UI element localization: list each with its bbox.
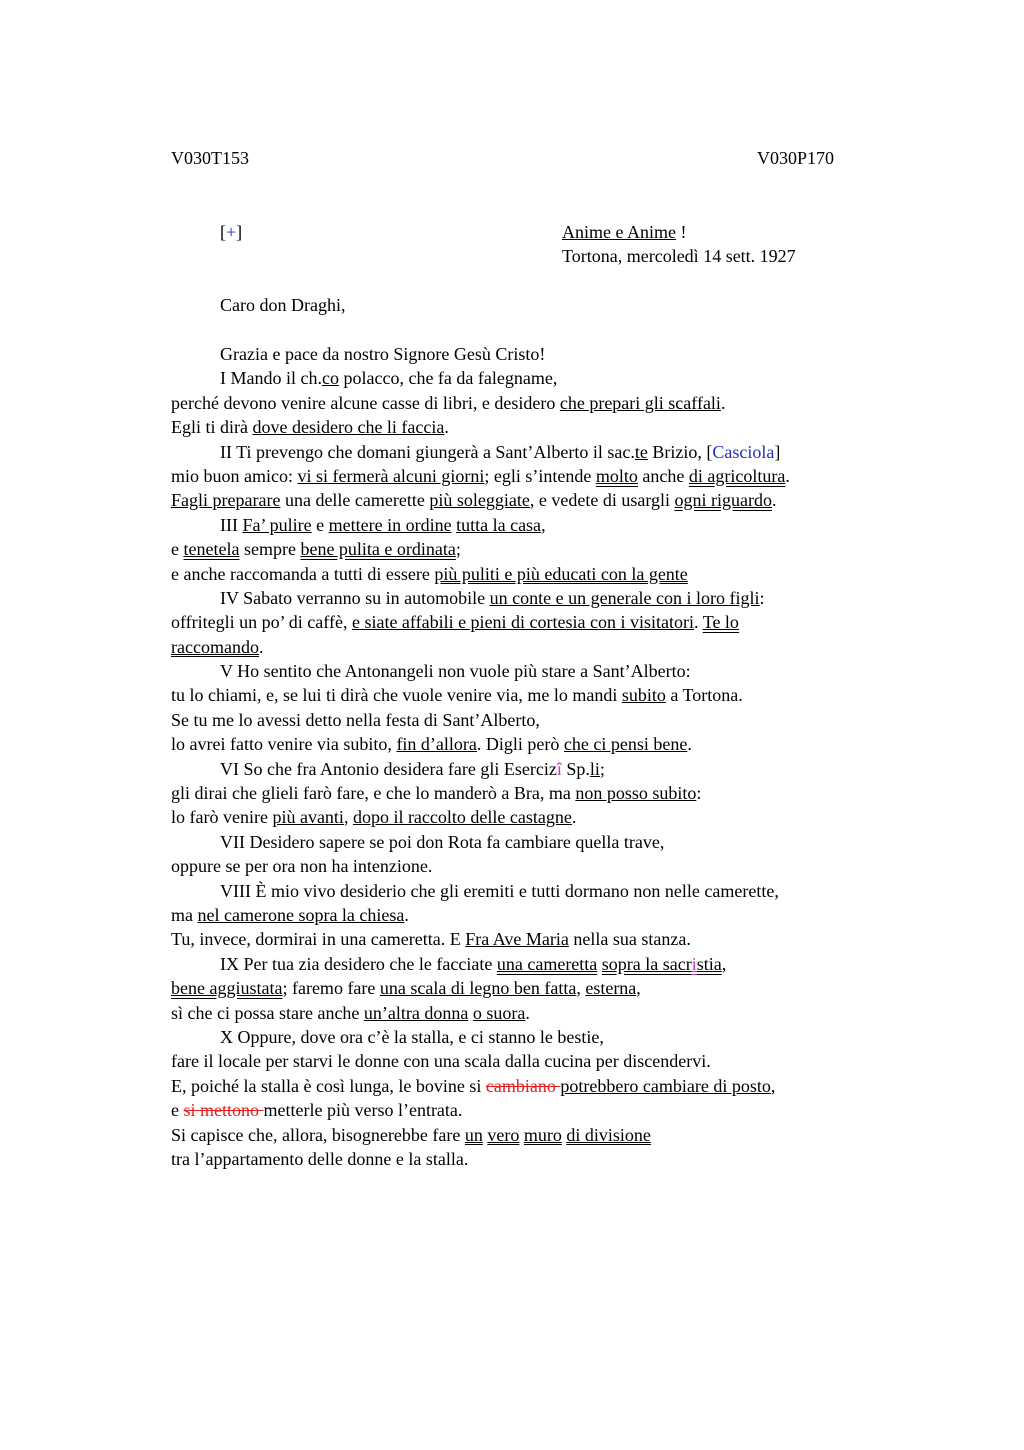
letter-line <box>171 732 911 756</box>
letter-line <box>171 805 911 829</box>
text-segment: sì che ci possa stare anche <box>171 1002 364 1023</box>
text-segment: una cameretta <box>496 953 598 974</box>
text-segment: . <box>687 734 692 755</box>
text-segment: : <box>696 783 702 804</box>
text-segment: VII Desidero sapere se poi don Rota fa cambiare quella trave, <box>220 831 665 852</box>
letter-line <box>171 415 911 439</box>
text-segment: a Tortona. <box>665 685 743 706</box>
letter-line <box>171 537 911 561</box>
text-segment: . Digli però <box>476 734 564 755</box>
letter-line <box>171 1049 911 1073</box>
text-segment: co <box>321 368 339 389</box>
letter-line <box>171 757 911 781</box>
text-segment: II Ti prevengo che domani giungerà a Sant’Alberto il sac. <box>220 441 635 462</box>
text-segment: di divisione <box>566 1124 651 1145</box>
text-segment: i <box>691 953 697 974</box>
text-segment: e <box>171 539 184 560</box>
text-segment: VI So che fra Antonio desidera fare gli Eserciz <box>220 758 557 779</box>
text-segment: Sp. <box>561 758 590 779</box>
text-segment: metterle più verso l’entrata. <box>263 1100 463 1121</box>
text-segment: E, poiché la stalla è così lunga, le bovine si <box>171 1075 486 1096</box>
text-segment: . <box>771 490 777 511</box>
text-segment: un conte e un generale con i loro figli <box>489 587 760 608</box>
text-segment: lo farò venire <box>171 807 273 828</box>
letter-line <box>171 708 911 732</box>
letter-line <box>171 903 911 927</box>
document-code-right: V030P170 <box>757 148 835 168</box>
text-segment: Si capisce che, allora, bisognerebbe fare <box>171 1124 465 1145</box>
text-segment: bene pulita e ordinata <box>300 539 456 560</box>
text-segment: gli dirai che glieli farò fare, e che lo manderò a Bra, ma <box>171 783 576 804</box>
text-segment: bene aggiustata <box>171 978 283 999</box>
marker-plus: + <box>226 222 237 242</box>
letter-line <box>171 854 911 878</box>
text-segment: Brizio, [ <box>647 441 713 462</box>
letter-line <box>171 976 911 1000</box>
text-segment: ] <box>774 441 781 462</box>
text-segment: dove desidero che li faccia <box>252 417 445 438</box>
letter-line <box>171 781 911 805</box>
text-segment: oppure se per ora non ha intenzione. <box>171 856 433 877</box>
text-segment: un’altra donna <box>363 1002 469 1023</box>
text-segment: fin d’allora <box>396 734 477 755</box>
letter-line <box>171 635 911 659</box>
letter-line <box>171 879 911 903</box>
text-segment: subito <box>621 685 666 706</box>
letter-line <box>171 1001 911 1025</box>
text-segment: , e vedete di usargli <box>529 490 675 511</box>
text-segment: I Mando il ch. <box>220 368 322 389</box>
text-segment: tu lo chiami, e, se lui ti dirà che vuole venire via, me lo mandi <box>171 685 622 706</box>
text-segment: più avanti <box>272 807 344 828</box>
document-code-left: V030T153 <box>171 148 249 168</box>
text-segment: potrebbero cambiare di posto <box>560 1075 771 1096</box>
motto-exclamation: ! <box>675 222 687 242</box>
text-segment: muro <box>523 1124 562 1145</box>
text-segment: . <box>444 417 449 438</box>
letter-line <box>171 1123 911 1147</box>
text-segment: î <box>556 758 562 779</box>
salutation: Caro don Draghi, <box>220 295 346 315</box>
text-segment: Tu, invece, dormirai in una cameretta. E <box>171 929 466 950</box>
text-segment: una delle camerette <box>280 490 430 511</box>
text-segment: , <box>343 807 353 828</box>
letter-line <box>171 830 911 854</box>
text-segment: lo avrei fatto venire via subito, <box>171 734 397 755</box>
text-segment: e anche raccomanda a tutti di essere <box>171 563 435 584</box>
text-segment: un <box>464 1124 483 1145</box>
text-segment: , <box>636 978 641 999</box>
dateline: Tortona, mercoledì 14 sett. 1927 <box>562 246 796 266</box>
text-segment: esterna <box>585 978 637 999</box>
text-segment: che prepari gli scaffali <box>559 392 721 413</box>
text-segment: e <box>171 1100 184 1121</box>
text-segment: ; egli s’intende <box>484 465 596 486</box>
text-segment: Fra Ave Maria <box>465 929 569 950</box>
letter-line <box>171 488 911 512</box>
letter-line <box>171 513 911 537</box>
text-segment: più puliti e più educati con la gente <box>434 563 688 584</box>
text-segment: : <box>759 587 765 608</box>
text-segment: che ci pensi bene <box>563 734 688 755</box>
letter-line <box>171 464 911 488</box>
text-segment: e <box>311 514 329 535</box>
text-segment: tutta la casa <box>456 514 542 535</box>
text-segment: perché devono venire alcune casse di libri, e desidero <box>171 392 560 413</box>
text-segment: . <box>785 465 790 486</box>
text-segment: anche <box>637 465 689 486</box>
text-segment: li <box>589 758 600 779</box>
letter-line <box>171 342 911 366</box>
letter-line <box>171 391 911 415</box>
text-segment: , <box>541 514 546 535</box>
text-segment: . <box>571 807 577 828</box>
text-segment: più soleggiate <box>429 490 530 511</box>
text-segment: IV Sabato verranno su in automobile <box>220 587 490 608</box>
text-segment: Se tu me lo avessi detto nella festa di Sant’Alberto, <box>171 709 540 730</box>
text-segment: sopra la sacr <box>601 953 692 974</box>
letter-line <box>171 659 911 683</box>
text-segment: molto <box>595 465 638 486</box>
text-segment: . <box>404 904 409 925</box>
text-segment: . <box>694 612 703 633</box>
letter-line <box>171 610 911 634</box>
motto-text: Anime e Anime <box>562 222 676 242</box>
text-segment: di agricoltura <box>688 465 786 486</box>
letter-body <box>171 342 911 1171</box>
text-segment: V Ho sentito che Antonangeli non vuole più stare a Sant’Alberto: <box>220 661 691 682</box>
letter-line <box>171 683 911 707</box>
text-segment: . <box>258 636 264 657</box>
text-segment: X Oppure, dove ora c’è la stalla, e ci stanno le bestie, <box>220 1026 604 1047</box>
text-segment: vero <box>487 1124 520 1145</box>
editorial-marker <box>220 220 242 244</box>
text-segment: o suora <box>472 1002 526 1023</box>
text-segment: polacco, che fa da falegname, <box>338 368 558 389</box>
text-segment: IX Per tua zia desidero che le facciate <box>220 953 497 974</box>
text-segment: te <box>634 441 648 462</box>
text-segment: , <box>721 953 727 974</box>
text-segment: non posso subito <box>575 783 697 804</box>
text-segment: una scala di legno ben fatta <box>379 978 577 999</box>
text-segment: fare il locale per starvi le donne con una scala dalla cucina per discendervi. <box>171 1051 711 1072</box>
text-segment: si mettono <box>183 1100 264 1121</box>
letter-line <box>171 586 911 610</box>
letter-line <box>171 1147 911 1171</box>
text-segment: cambiano <box>485 1075 561 1096</box>
letter-line <box>171 1098 911 1122</box>
text-segment: III <box>220 514 243 535</box>
text-segment: ma <box>171 904 198 925</box>
text-segment: mio buon amico: <box>171 465 298 486</box>
marker-open: [ <box>220 222 226 242</box>
text-segment: vi si fermerà alcuni giorni <box>297 465 485 486</box>
text-segment: . <box>525 1002 530 1023</box>
text-segment: , <box>770 1075 776 1096</box>
text-segment: ; <box>599 758 605 779</box>
text-segment: e siate affabili e pieni di cortesia con i visitatori <box>351 612 695 633</box>
text-segment: Fagli preparare <box>171 490 281 511</box>
text-segment: mettere in ordine <box>328 514 452 535</box>
letter-line <box>171 1074 911 1098</box>
letter-line <box>171 1025 911 1049</box>
text-segment: nella sua stanza. <box>568 929 691 950</box>
text-segment: Fa’ pulire <box>242 514 312 535</box>
text-segment: ; <box>455 539 461 560</box>
text-segment: . <box>720 392 726 413</box>
text-segment: Grazia e pace da nostro Signore Gesù Cristo! <box>220 344 546 364</box>
text-segment: raccomando <box>171 636 259 657</box>
text-segment: ; faremo fare <box>282 978 380 999</box>
letter-line <box>171 562 911 586</box>
letter-line <box>171 952 911 976</box>
text-segment: tenetela <box>183 539 240 560</box>
text-segment: tra l’appartamento delle donne e la stalla. <box>171 1148 469 1169</box>
text-segment: stia <box>696 953 722 974</box>
text-segment: VIII È mio vivo desiderio che gli eremiti e tutti dormano non nelle camerette, <box>220 880 779 901</box>
text-segment: dopo il raccolto delle castagne <box>352 807 572 828</box>
letter-line <box>171 927 911 951</box>
marker-close: ] <box>236 222 243 242</box>
letter-line <box>171 440 911 464</box>
text-segment: , <box>576 978 586 999</box>
motto <box>562 220 686 244</box>
text-segment: Casciola <box>712 441 775 462</box>
text-segment: sempre <box>239 539 301 560</box>
text-segment: offritegli un po’ di caffè, <box>171 612 352 633</box>
text-segment: ogni riguardo <box>674 490 772 511</box>
text-segment: nel camerone sopra la chiesa <box>197 904 405 925</box>
text-segment: Te lo <box>702 612 739 633</box>
letter-line <box>171 366 911 390</box>
text-segment: Egli ti dirà <box>171 417 253 438</box>
